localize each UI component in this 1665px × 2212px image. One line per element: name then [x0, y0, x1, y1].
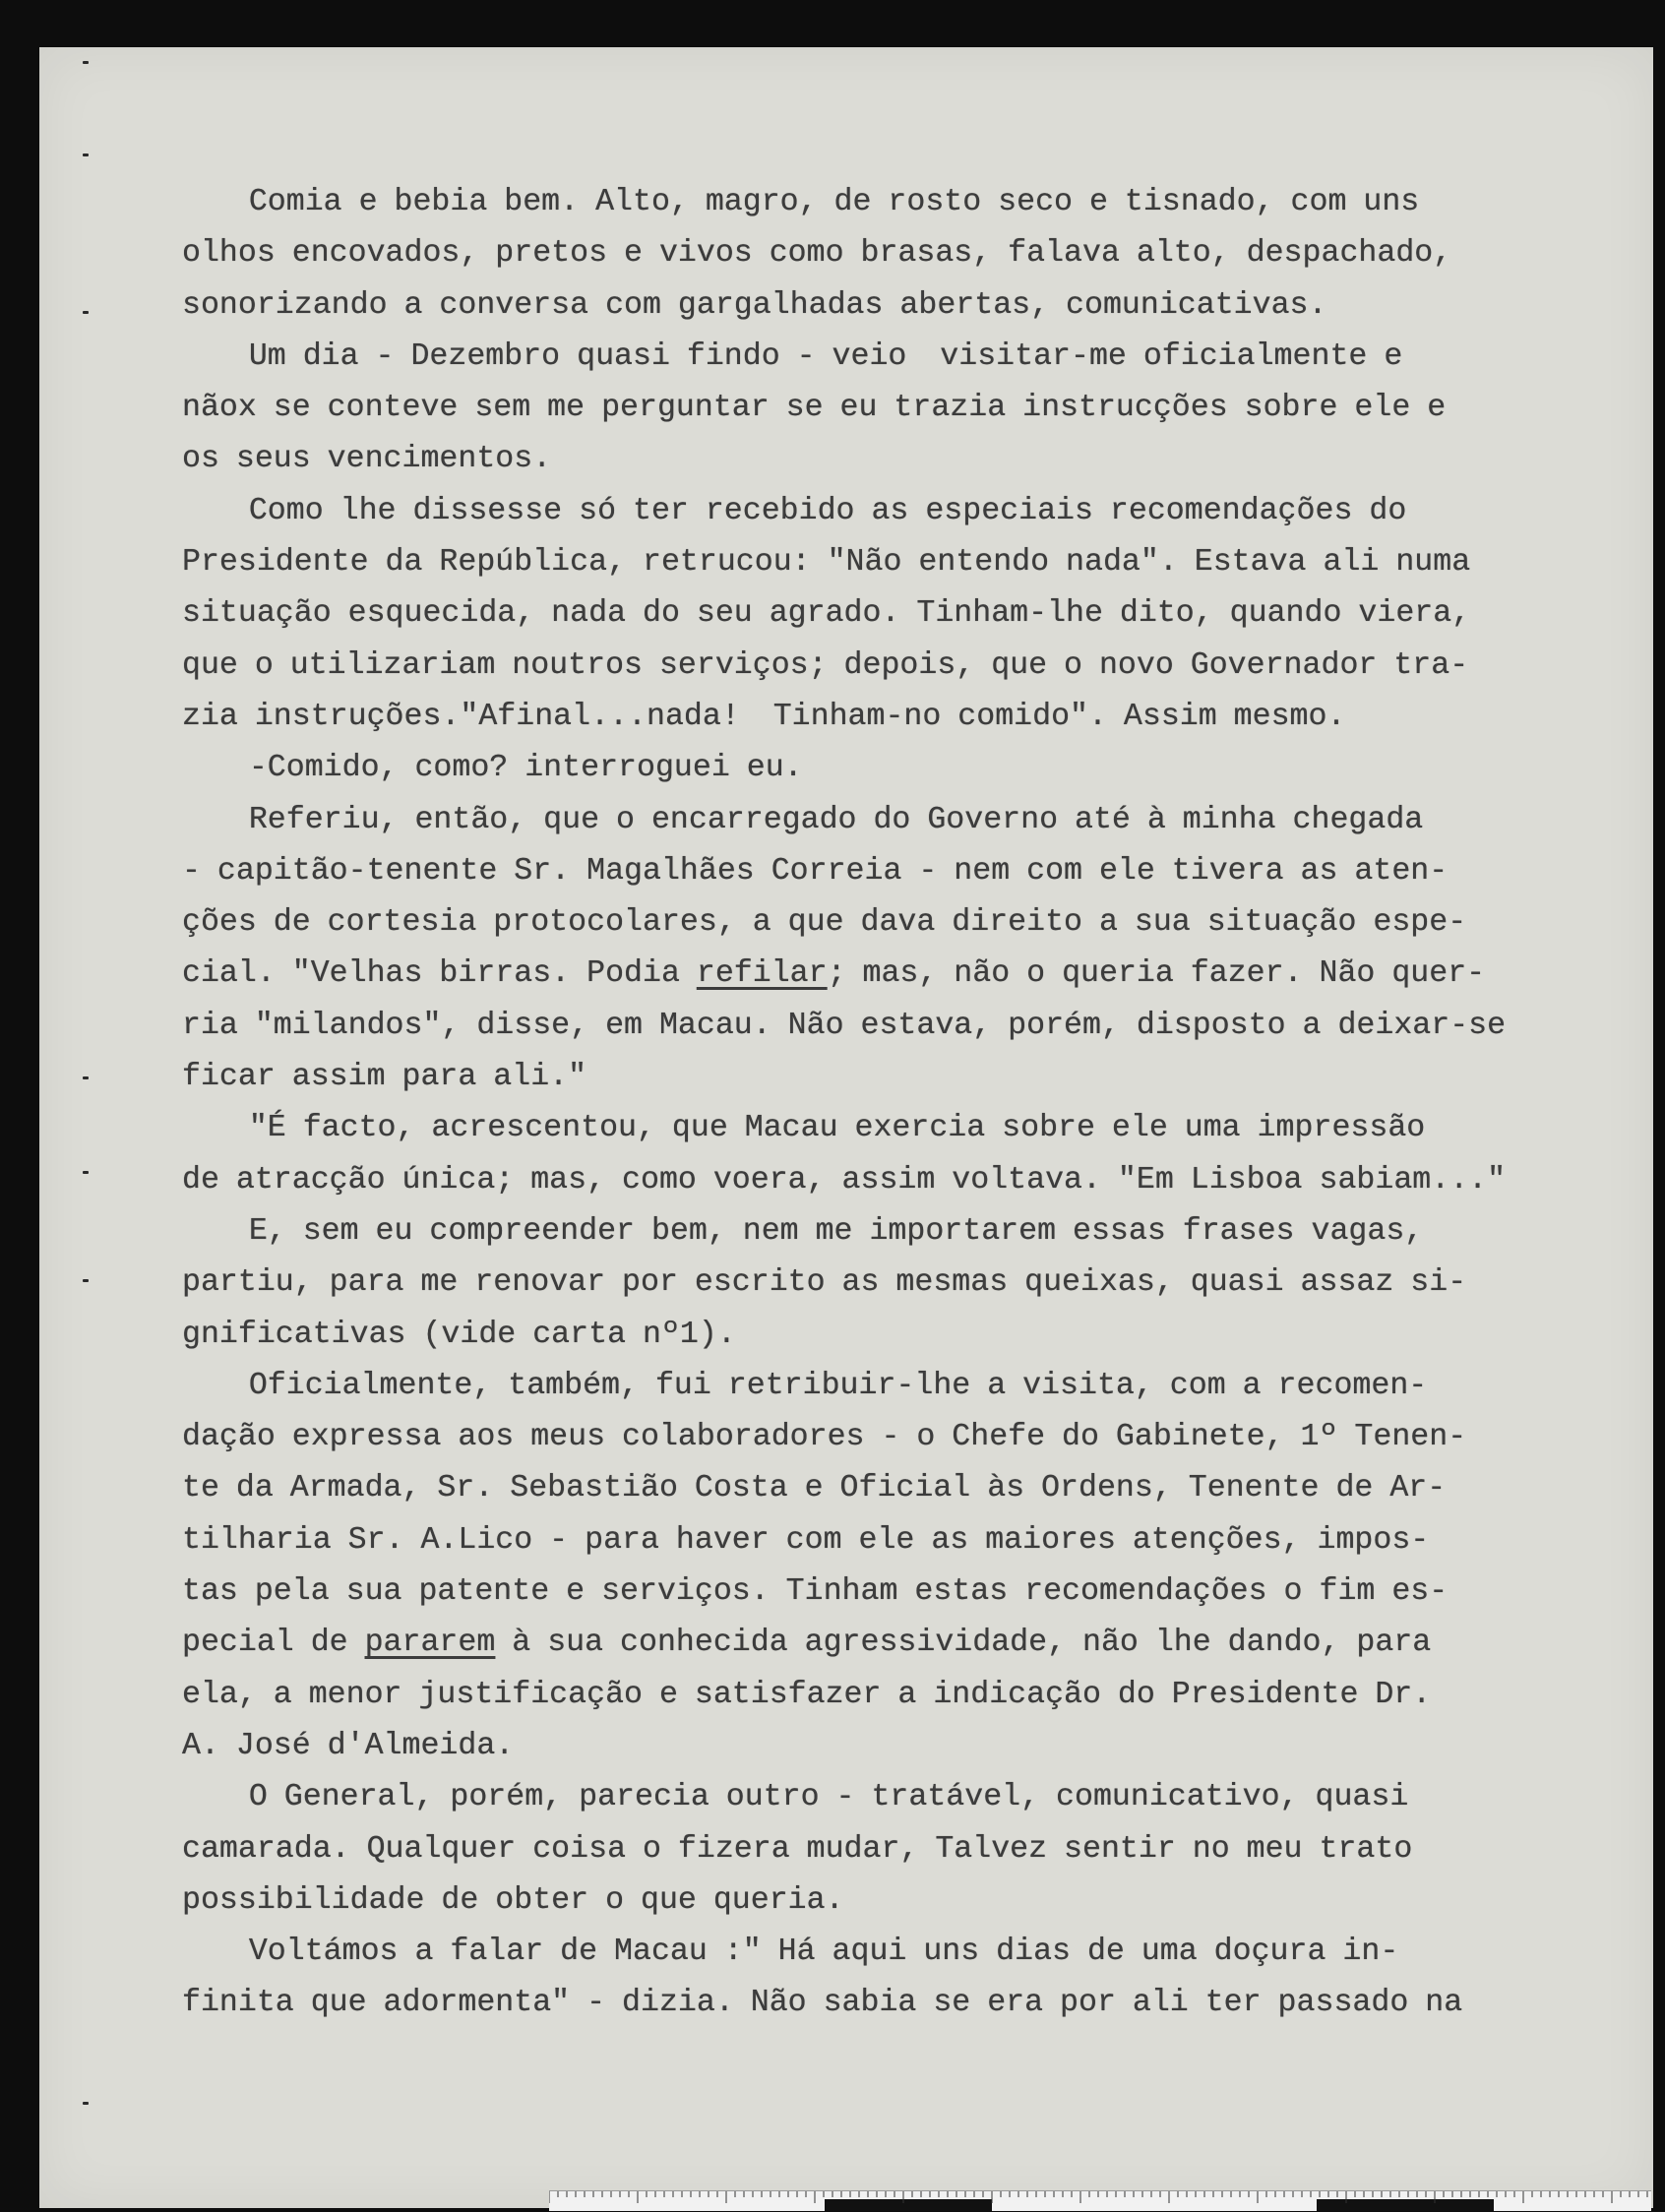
text-line: dação expressa aos meus colaboradores - o Chefe do Gabinete, 1º Tenen- — [182, 1420, 1467, 1455]
text-line: E, sem eu compreender bem, nem me importarem essas frases vagas, — [182, 1213, 1424, 1249]
text-line: Referiu, então, que o encarregado do Governo até à minha chegada — [182, 802, 1424, 837]
ruler-block — [1317, 2199, 1494, 2211]
text-line: ções de cortesia protocolares, a que dava direito a sua situação espe- — [182, 905, 1467, 941]
text-line: "É facto, acrescentou, que Macau exercia sobre ele uma impressão — [182, 1111, 1426, 1146]
text-line: tas pela sua patente e serviços. Tinham estas recomendações o fim es- — [182, 1574, 1449, 1610]
underlined-word: pararem — [364, 1626, 496, 1661]
text-line: Um dia - Dezembro quasi findo - veio visitar-me oficialmente e — [182, 338, 1403, 374]
text-line: te da Armada, Sr. Sebastião Costa e Oficial às Ordens, Tenente de Ar- — [182, 1471, 1447, 1506]
text-line: ela, a menor justificação e satisfazer a indicação do Presidente Dr. — [182, 1677, 1432, 1712]
binder-hole-mark — [83, 1076, 89, 1079]
text-line: A. José d'Almeida. — [182, 1728, 515, 1763]
text-segment: cial. "Velhas birras. Podia — [182, 956, 697, 992]
underlined-word: refilar — [696, 956, 828, 992]
text-line: ria "milandos", disse, em Macau. Não estava, porém, disposto a deixar-se — [182, 1008, 1507, 1043]
binder-hole-mark — [83, 1279, 89, 1282]
binder-hole-mark — [83, 61, 89, 64]
text-segment: pecial de — [182, 1626, 365, 1661]
text-line: -Comido, como? interroguei eu. — [182, 751, 803, 786]
text-line: possibilidade de obter o que queria. — [182, 1882, 844, 1918]
ruler-block — [825, 2199, 992, 2211]
text-line: Voltámos a falar de Macau :" Há aqui uns dias de uma doçura in- — [182, 1935, 1399, 1970]
text-line: finita que adormenta" - dizia. Não sabia se era por ali ter passado na — [182, 1986, 1463, 2021]
text-line: zia instruções."Afinal...nada! Tinham-no comido". Assim mesmo. — [182, 699, 1346, 734]
text-line: situação esquecida, nada do seu agrado. Tinham-lhe dito, quando viera, — [182, 596, 1471, 632]
binder-hole-mark — [83, 2102, 89, 2105]
binder-hole-mark — [83, 311, 89, 314]
text-line: Como lhe dissesse só ter recebido as especiais recomendações do — [182, 493, 1407, 528]
text-line: Presidente da República, retrucou: "Não entendo nada". Estava ali numa — [182, 545, 1471, 581]
text-line — [182, 1618, 1560, 1669]
binder-hole-mark — [83, 1171, 89, 1174]
text-line: olhos encovados, pretos e vivos como brasas, falava alto, despachado, — [182, 236, 1452, 272]
text-line: nãox se conteve sem me perguntar se eu trazia instrucções sobre ele e — [182, 391, 1447, 426]
text-line — [182, 949, 1560, 1000]
text-line: O General, porém, parecia outro - tratável, comunicativo, quasi — [182, 1780, 1409, 1815]
text-line: partiu, para me renovar por escrito as mesmas queixas, quasi assaz si- — [182, 1265, 1467, 1301]
text-line: Comia e bebia bem. Alto, magro, de rosto seco e tisnado, com uns — [182, 185, 1420, 219]
text-line: que o utilizariam noutros serviços; depois, que o novo Governador tra- — [182, 647, 1469, 683]
text-line: - capitão-tenente Sr. Magalhães Correia - nem com ele tivera as aten- — [182, 853, 1449, 889]
scale-ruler — [549, 2190, 1651, 2211]
text-line: camarada. Qualquer coisa o fizera mudar, Talvez sentir no meu trato — [182, 1831, 1413, 1867]
document-body-text — [182, 177, 1560, 2030]
text-line: tilharia Sr. A.Lico - para haver com ele as maiores atenções, impos- — [182, 1522, 1430, 1558]
text-line: gnificativas (vide carta nº1). — [182, 1317, 736, 1352]
text-line: Oficialmente, também, fui retribuir-lhe a visita, com a recomen- — [182, 1368, 1428, 1403]
ruler-ticks — [549, 2191, 1651, 2211]
text-segment: à sua conhecida agressividade, não lhe dando, para — [495, 1626, 1432, 1661]
text-line: os seus vencimentos. — [182, 442, 552, 477]
text-segment: ; mas, não o queria fazer. Não quer- — [827, 956, 1486, 992]
text-line: ficar assim para ali." — [182, 1060, 587, 1095]
text-line: de atracção única; mas, como voera, assim voltava. "Em Lisboa sabiam..." — [182, 1162, 1507, 1198]
binder-hole-mark — [83, 154, 89, 156]
text-line: sonorizando a conversa com gargalhadas abertas, comunicativas. — [182, 287, 1327, 323]
